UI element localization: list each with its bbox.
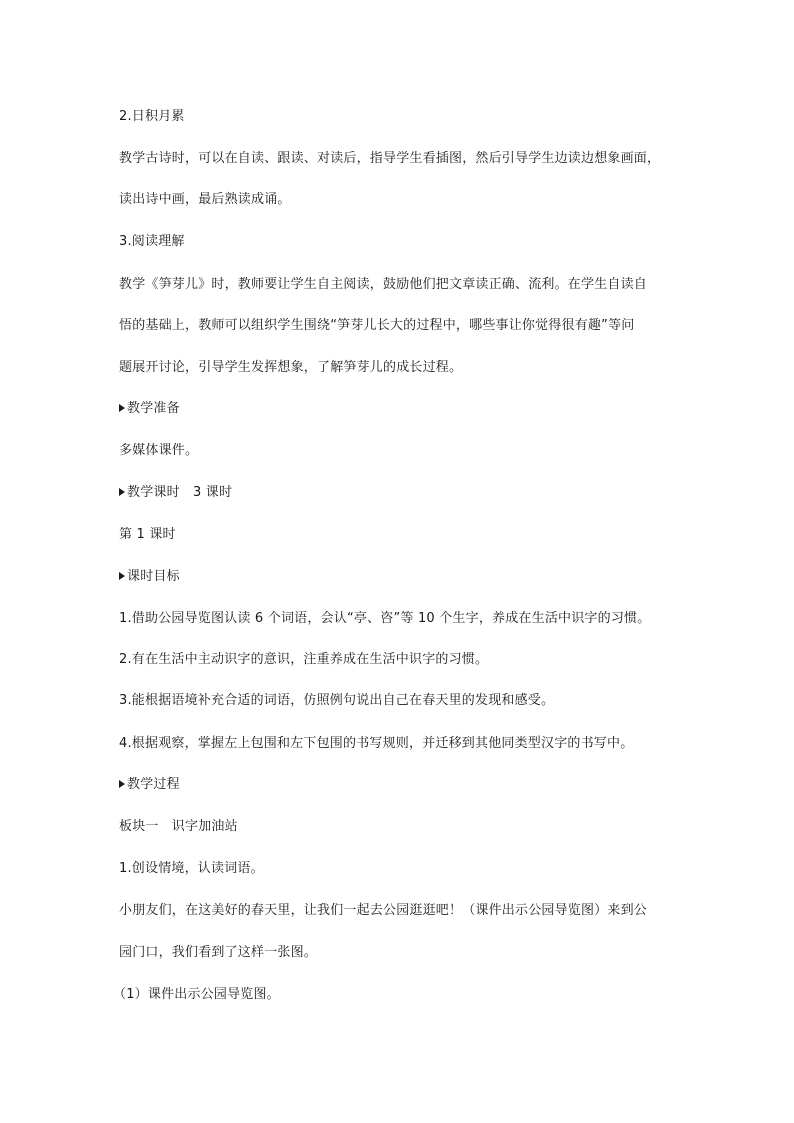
sub-step: （1）课件出示公园导览图。	[113, 987, 280, 1002]
heading-reading-comprehension: 3.阅读理解	[119, 234, 185, 249]
paragraph-line: 读出诗中画，最后熟读成诵。	[119, 192, 291, 207]
paragraph-line: 题展开讨论，引导学生发挥想象，了解笋芽儿的成长过程。	[119, 360, 463, 375]
triangle-bullet-icon	[119, 572, 125, 580]
section-teaching-hours	[119, 485, 232, 501]
triangle-bullet-icon	[119, 404, 125, 412]
goal-item: 3.能根据语境补充合适的词语，仿照例句说出自己在春天里的发现和感受。	[119, 693, 555, 708]
goal-item: 2.有在生活中主动识字的意识，注重养成在生活中识字的习惯。	[119, 652, 489, 667]
section-teaching-process	[119, 777, 180, 793]
triangle-bullet-icon	[119, 780, 125, 788]
goal-item: 1.借助公园导览图认读 6 个词语，会认“亭、咨”等 10 个生字，养成在生活中识字的习惯。	[119, 611, 651, 626]
section-teaching-preparation	[119, 401, 180, 417]
section-label: 教学课时 3 课时	[127, 485, 233, 500]
paragraph-line: 悟的基础上，教师可以组织学生围绕“笋芽儿长大的过程中，哪些事让你觉得很有趣”等问	[119, 318, 635, 333]
paragraph-line: 园门口，我们看到了这样一张图。	[119, 945, 318, 960]
heading-accumulation: 2.日积月累	[119, 109, 185, 124]
section-label: 教学过程	[127, 777, 180, 792]
section-label: 教学准备	[127, 401, 180, 416]
paragraph-line: 教学古诗时，可以在自读、跟读、对读后，指导学生看插图，然后引导学生边读边想象画面，	[119, 151, 661, 166]
paragraph-line: 多媒体课件。	[119, 443, 199, 458]
section-label: 课时目标	[127, 569, 180, 584]
block-title: 板块一 识字加油站	[119, 819, 238, 834]
section-lesson-goals	[119, 569, 180, 585]
paragraph-line: 小朋友们，在这美好的春天里，让我们一起去公园逛逛吧！（课件出示公园导览图）来到公	[119, 903, 648, 918]
step-title: 1.创设情境，认读词语。	[119, 861, 264, 876]
lesson-title: 第 1 课时	[119, 527, 176, 542]
triangle-bullet-icon	[119, 488, 125, 496]
goal-item: 4.根据观察，掌握左上包围和左下包围的书写规则，并迁移到其他同类型汉字的书写中。	[119, 736, 634, 751]
paragraph-line: 教学《笋芽儿》时，教师要让学生自主阅读，鼓励他们把文章读正确、流利。在学生自读自	[119, 277, 648, 292]
